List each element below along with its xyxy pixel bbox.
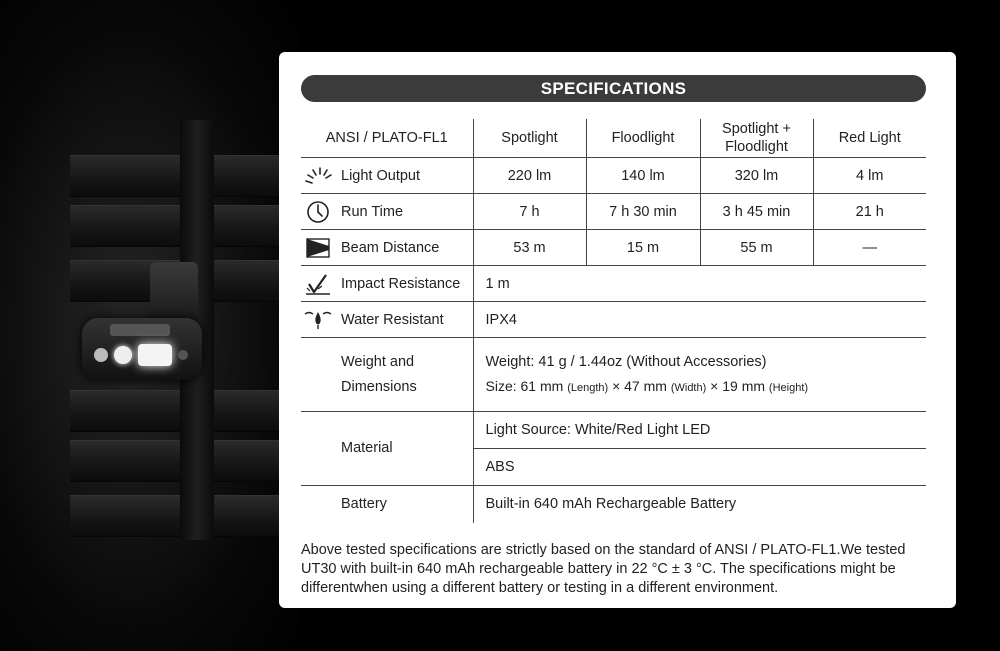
cell-value: 15 m [586, 230, 700, 266]
light-burst-icon [301, 166, 335, 186]
weight-text: Weight: 41 g / 1.44oz (Without Accessories) [485, 353, 767, 370]
led-indicator [94, 348, 108, 362]
cell-value: 140 lm [586, 158, 700, 194]
cell-value: 7 h 30 min [586, 194, 700, 230]
headlamp [82, 318, 202, 380]
cell-value: 21 h [813, 194, 926, 230]
row-header: Weight and Dimensions [301, 338, 473, 412]
cell-value: 4 lm [813, 158, 926, 194]
size-text: Size: 61 mm (Length) × 47 mm (Width) × 19 mm (Height) [485, 377, 809, 394]
row-header [301, 266, 473, 302]
cell-value: Light Source: White/Red Light LED [473, 412, 926, 449]
row-label: Run Time [341, 203, 404, 220]
cell-value: 220 lm [473, 158, 586, 194]
product-photo [0, 0, 300, 651]
led-flood [138, 344, 172, 366]
row-header [301, 230, 473, 266]
table-row-light-output [301, 158, 926, 194]
row-label: Beam Distance [341, 239, 440, 256]
row-header [301, 158, 473, 194]
table-row-beam-distance [301, 230, 926, 266]
column-header-spotlight: Spotlight [473, 119, 586, 158]
cell-value: 3 h 45 min [700, 194, 813, 230]
column-header-floodlight: Floodlight [586, 119, 700, 158]
clock-icon [301, 200, 335, 224]
cell-value: 53 m [473, 230, 586, 266]
row-header: Battery [301, 486, 473, 523]
row-header [301, 302, 473, 338]
table-header-row [301, 119, 926, 158]
cell-value: 7 h [473, 194, 586, 230]
led-red [178, 350, 188, 360]
table-row-battery [301, 486, 926, 523]
cell-value: 1 m [473, 266, 926, 302]
column-header-standard: ANSI / PLATO-FL1 [301, 119, 473, 158]
cell-value: 320 lm [700, 158, 813, 194]
table-row-water-resistant [301, 302, 926, 338]
cell-value: ABS [473, 449, 926, 486]
spec-heading: SPECIFICATIONS [301, 75, 926, 102]
impact-icon [301, 272, 335, 296]
spec-table [301, 119, 926, 523]
row-label: Impact Resistance [341, 275, 461, 292]
spec-card [279, 52, 956, 608]
table-row-material [301, 412, 926, 449]
water-drop-icon [301, 310, 335, 330]
column-header-red-light: Red Light [813, 119, 926, 158]
table-row-run-time [301, 194, 926, 230]
table-row-weight-dimensions [301, 338, 926, 412]
row-label: Water Resistant [341, 311, 444, 328]
row-label: Light Output [341, 167, 420, 184]
headlamp-buttons [110, 324, 170, 336]
column-header-combo: Spotlight + Floodlight [700, 119, 813, 158]
beam-icon [301, 238, 335, 258]
cell-value: IPX4 [473, 302, 926, 338]
row-header: Material [301, 412, 473, 486]
cell-value: — [813, 230, 926, 266]
row-header [301, 194, 473, 230]
table-row-impact-resistance [301, 266, 926, 302]
cell-value [473, 338, 926, 412]
spec-footnote: Above tested specifications are strictly based on the standard of ANSI / PLATO-FL1.We tested UT30 with built-in 640 mAh rechargeable battery in 22 °C ± 3 °C. The specifications might be differentwhen using a different battery or testing in a different environment. [301, 542, 906, 596]
led-spot [114, 346, 132, 364]
cell-value: Built-in 640 mAh Rechargeable Battery [473, 486, 926, 523]
cell-value: 55 m [700, 230, 813, 266]
headlamp-clip [150, 262, 198, 322]
